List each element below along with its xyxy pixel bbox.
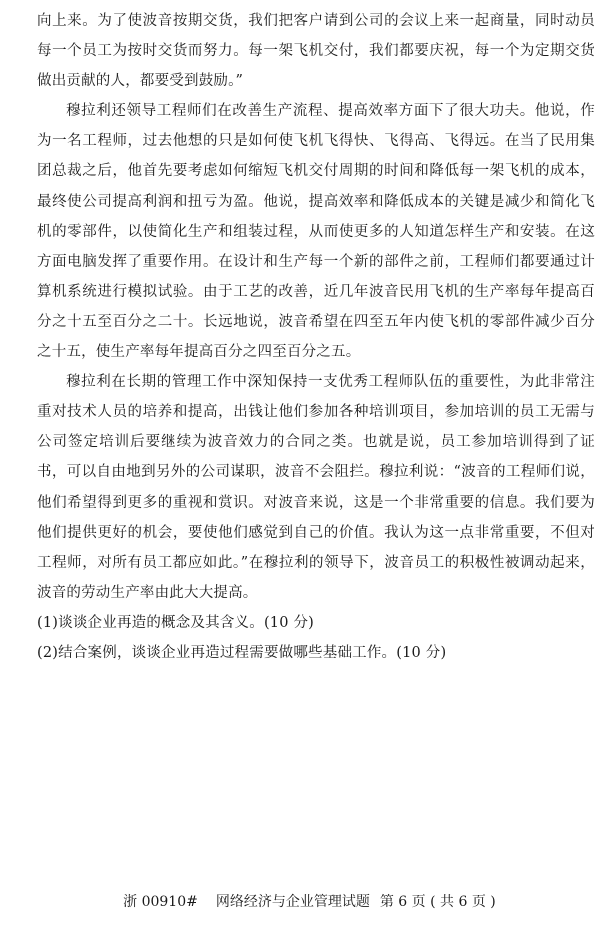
paragraph-efficiency: 穆拉利还领导工程师们在改善生产流程、提高效率方面下了很大功夫。他说，作为一名工程师，过去他想的只是如何使飞机飞得快、飞得高、飞得远。在当了民用集团总裁之后，他首先要考虑如何缩短飞机交付周期的时间和降低每一架飞机的成本，最终使公司提高利润和扭亏为盈。他说，提高效率和降低成本的关键是减少和简化飞机的零部件，以使简化生产和组装过程，从而使更多的人知道怎样生产和安装。在这方面电脑发挥了重要作用。在设计和生产每一个新的部件之前，工程师们都要通过计算机系统进行模拟试验。由于工艺的改善，近几年波音民用飞机的生产率每年提高百分之十五至百分之二十。长远地说，波音希望在四至五年内使飞机的零部件减少百分之十五，使生产率每年提高百分之四至百分之五。 [37,103,595,361]
paragraph-training: 穆拉利在长期的管理工作中深知保持一支优秀工程师队伍的重要性，为此非常注重对技术人员的培养和提高，出钱让他们参加各种培训项目，参加培训的员工无需与公司签定培训后要继续为波音效力的合同之类。也就是说，员工参加培训得到了证书，可以自由地到另外的公司谋职，波音不会阻拦。穆拉利说：“波音的工程师们说，他们希望得到更多的重视和赏识。对波音来说，这是一个非常重要的信息。我们要为他们提供更好的机会，要使他们感觉到自己的价值。我认为这一点非常重要，不但对工程师，对所有员工都应如此。”在穆拉利的领导下，波音员工的积极性被调动起来，波音的劳动生产率由此大大提高。 [37,374,595,601]
page-footer [0,872,610,912]
page-number: 第 6 页 ( 共 6 页 ) [379,894,496,910]
exam-code: 浙 00910# [123,894,198,910]
page-body [37,6,595,668]
exam-title: 网络经济与企业管理试题 [215,894,370,910]
question-1: (1)谈谈企业再造的概念及其含义。(10 分) [37,614,315,631]
question-list [37,608,595,668]
paragraph-continued: 向上来。为了使波音按期交货，我们把客户请到公司的会议上来一起商量，同时动员每一个员工为按时交货而努力。每一架飞机交付，我们都要庆祝，每一个为定期交货做出贡献的人，都要受到鼓励。” [37,13,595,90]
question-2: (2)结合案例，谈谈企业再造过程需要做哪些基础工作。(10 分) [37,644,447,661]
